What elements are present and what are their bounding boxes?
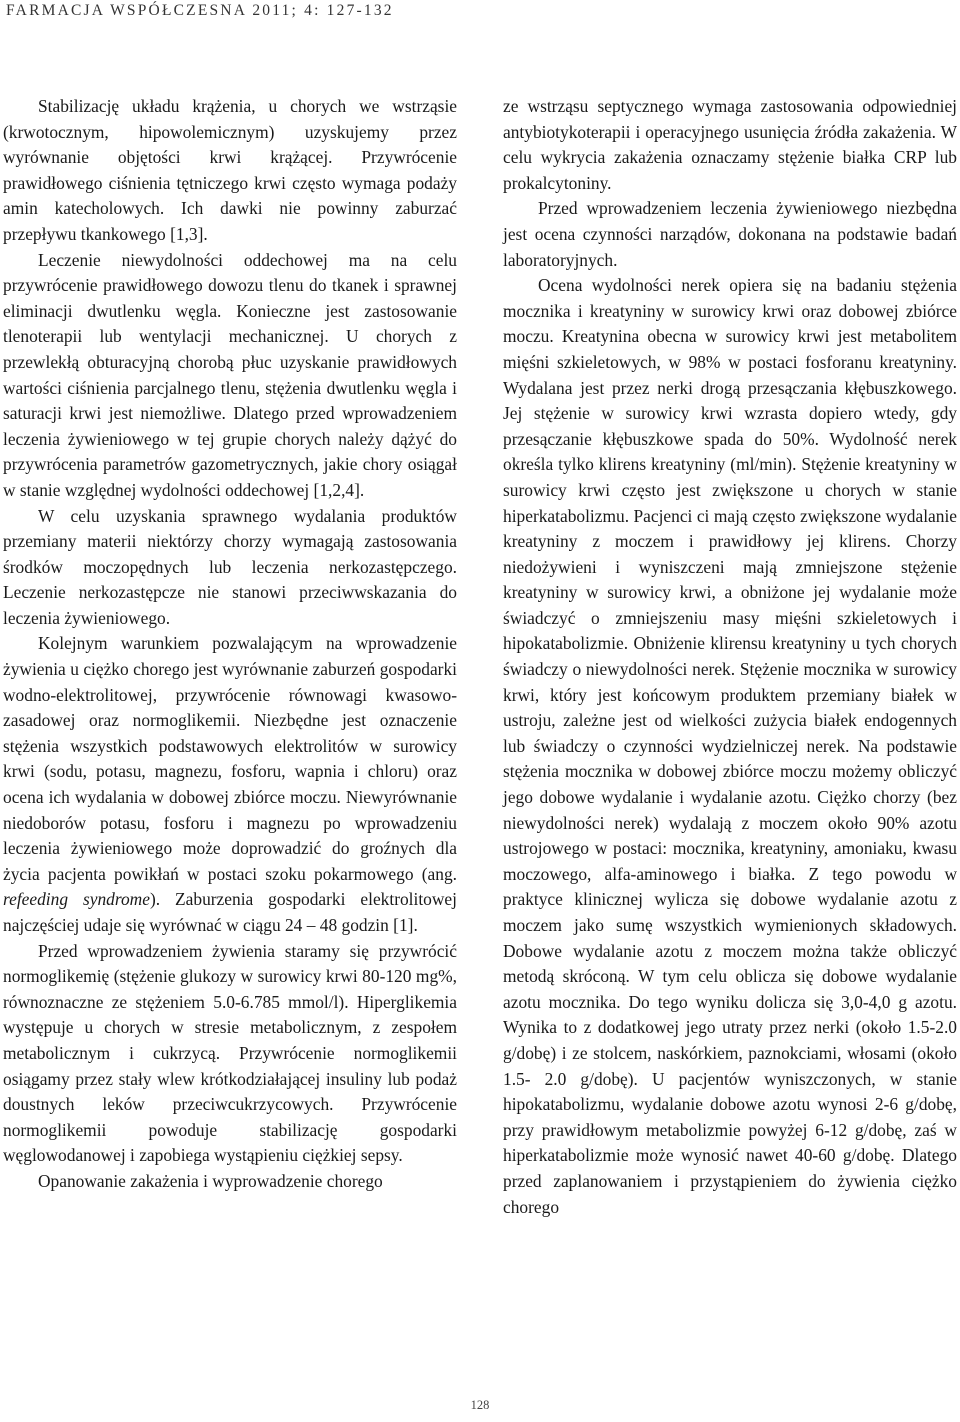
page-number: 128 [470,1398,490,1412]
paragraph-electrolytes [3,631,457,938]
paragraph-respiratory: Leczenie niewydolności oddechowej ma na celu przywrócenie prawidłowego dowozu tlenu do tkanek i sprawnej eliminacji dwutlenku węgla. Konieczne jest zastosowanie tlenoterapii lub wentylacji mechanicznej. U chorych z przewlekłą obturacyjną chorobą płuc uzyskanie prawidłowych wartości ciśnienia parcjalnego tlenu, stężenia dwutlenku węgla i saturacji krwi jest niemożliwe. Dlatego przed wprowadzeniem leczenia żywieniowego w tej grupie chorych należy dążyć do przywrócenia parametrów gazometrycznych, jakie chory osiągał w stanie względnej wydolności oddechowej [1,2,4]. [3,249,457,500]
paragraph-normoglycemia: Przed wprowadzeniem żywienia staramy się przywrócić normoglikemię (stężenie glukozy w surowicy krwi 80-120 mg%, równoznaczne ze stężeniem 5.0-6.785 mmol/l). Hiperglikemia występuje u chorych w stresie metabolicznym, z zespołem metabolicznym i cukrzycą. Przywrócenie normoglikemii osiągamy przez stały wlew krótkodziałającej insuliny lub podaż doustnych leków przeciwcukrzycowych. Przywrócenie normoglikemii powoduje stabilizację gospodarki węglowodanowej i zapobiega wystąpieniu ciężkiej sepsy. [3,940,457,1166]
right-column [503,94,957,1220]
paragraph-infection: Opanowanie zakażenia i wyprowadzenie chorego [38,1170,383,1191]
paragraph-organ-assessment: Przed wprowadzeniem leczenia żywieniowego niezbędna jest ocena czynności narządów, dokonana na podstawie badań laboratoryjnych. [503,198,957,270]
journal-citation: 2011; 4: 127-132 [252,2,394,19]
paragraph-infection-continued: ze wstrząsu septycznego wymaga zastosowania odpowiedniej antybiotykoterapii i operacyjnego usunięcia źródła zakażenia. W celu wykrycia zakażenia oznaczamy stężenie białka CRP lub prokalcytoniny. [503,96,957,193]
paragraph-kidney-function: Ocena wydolności nerek opiera się na badaniu stężenia mocznika i kreatyniny w surowicy krwi oraz dobowej zbiórce moczu. Kreatynina obecna w surowicy krwi jest metabolitem mięśni szkieletowych, w 98% w postaci fosforanu kreatyniny. Wydalana jest przez nerki drogą przesączania kłębuszkowego. Jej stężenie w surowicy krwi wzrasta dopiero wtedy, gdy przesączanie kłębuszkowe spada do 50%. Wydolność nerek określa tylko klirens kreatyniny (ml/min). Stężenie kreatyniny w surowicy krwi często jest zwiększone u chorych w stanie hiperkatabolizmu. Pacjenci ci mają często zwiększone wydalanie kreatyniny z moczem i prawidłowy jej klirens. Chorzy niedożywieni i wyniszczeni mają zmniejszone stężenie kreatyniny w surowicy krwi, a obniżone jej wydalanie może świadczyć o zmniejszeniu masy mięśni szkieletowych i hipokatabolizmie. Obniżenie klirensu kreatyniny u tych chorych świadczy o niewydolności nerek. Stężenie mocznika w surowicy krwi, który jest końcowym produktem przemiany białek w ustroju, zależne jest od wielkości zużycia białek endogennych lub świadczy o czynności wydzielniczej nerek. Na podstawie stężenia mocznika w dobowej zbiórce moczu możemy obliczyć jego dobowe wydalanie i wydalanie azotu. Ciężko chorzy (bez niewydolności nerek) wydalają z moczem około 90% azotu ustrojowego w postaci: mocznika, kreatyniny, amoniaku, kwasu moczowego, alfa-aminowego i białka. Z tego powodu w praktyce klinicznej wylicza się dobowe wydalanie azotu z moczem jako sumę wszystkich wymienionych składowych. Dobowe wydalanie azotu z moczem można także obliczyć metodą skróconą. W tym celu oblicza się dobowe wydalanie azotu mocznika. Do tego wyniku dolicza się 3,0-4,0 g azotu. Wynika to z dodatkowej jego utraty przez nerki (około 1.5-2.0 g/dobę) i ze stolcem, naskórkiem, paznokciami, włosami (około 1.5- 2.0 g/dobę). U pacjentów wyniszczonych, w stanie hipokatabolizmu, wydalanie dobowe azotu wynosi 2-6 g/dobę, przy prawidłowym metabolizmie powyżej 6-12 g/dobę, zaś w hiperkatabolizmie może wynosić nawet 40-60 g/dobę. Dlatego przed zaplanowaniem i przystąpieniem do żywienia ciężko chorego [503,275,957,1217]
refeeding-term: refeeding syndrome [3,889,150,910]
journal-name: FARMACJA WSPÓŁCZESNA [6,2,247,19]
left-column [3,94,457,1195]
paragraph-circulation: Stabilizację układu krążenia, u chorych we wstrząsie (krwotocznym, hipowolemicznym) uzyskujemy przez wyrównanie objętości krwi krążącej. Przywrócenie prawidłowego ciśnienia tętniczego krwi często wymaga podaży amin katecholowych. Ich dawki nie powinny zaburzać przepływu tkankowego [1,3]. [3,96,457,244]
electrolytes-text-start: Kolejnym warunkiem pozwalającym na wprowadzenie żywienia u ciężko chorego jest wyrównanie zaburzeń gospodarki wodno-elektrolitowej, przywrócenie równowagi kwasowo-zasadowej oraz normoglikemii. Niezbędne jest oznaczenie stężenia wszystkich podstawowych elektrolitów w surowicy krwi (sodu, potasu, magnezu, fosforu, wapnia i chloru) oraz ocena ich wydalania w dobowej zbiórce moczu. Niewyrównanie niedoborów potasu, fosforu i magnezu po wprowadzeniu leczenia żywieniowego może doprowadzić do groźnych dla życia pacjenta powikłań w postaci szoku pokarmowego (ang. [3,633,457,884]
running-header [6,2,394,20]
electrolytes-text-end: ). Zaburzenia gospodarki elektrolitowej najczęściej udaje się wyrównać w ciągu 24 – 48 godzin [1]. [3,889,457,935]
paragraph-excretion: W celu uzyskania sprawnego wydalania produktów przemiany materii niektórzy chorzy wymagają zastosowania środków moczopędnych lub leczenia nerkozastępczego. Leczenie nerkozastępcze nie stanowi przeciwwskazania do leczenia żywieniowego. [3,505,457,628]
